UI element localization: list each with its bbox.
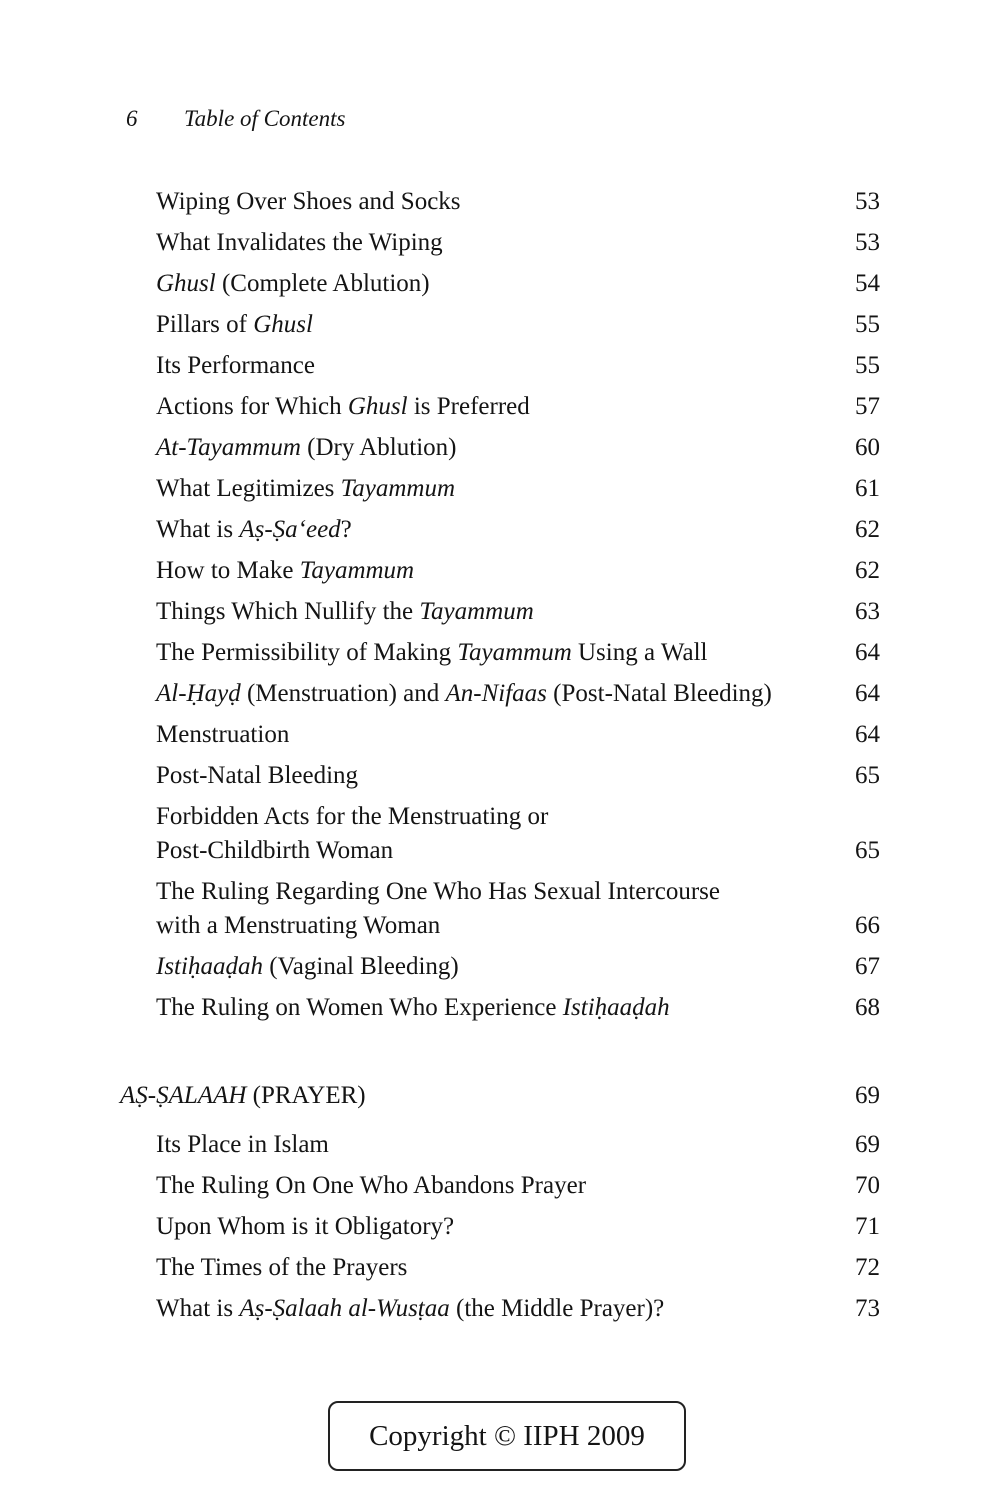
toc-entry-term: Tayammum: [457, 639, 572, 666]
toc-entry-text: (Dry Ablution): [300, 434, 457, 461]
toc-entry-text: (Vaginal Bleeding): [262, 953, 459, 980]
toc-entry-title: [156, 472, 880, 506]
toc-entry-term: Ghusl: [253, 311, 313, 338]
toc-list-prayer: [156, 1128, 880, 1333]
toc-entry-title: [156, 1251, 880, 1285]
toc-entry: [156, 875, 880, 943]
toc-entry-text: (Menstruation) and: [240, 680, 446, 707]
toc-entry-title: [156, 267, 880, 301]
toc-entry-page-number: 71: [855, 1213, 880, 1240]
toc-entry-page-number: 65: [855, 762, 880, 789]
toc-entry-text: The Ruling On One Who Abandons Prayer: [156, 1172, 587, 1199]
toc-entry: [156, 472, 880, 506]
toc-entry: [156, 991, 880, 1025]
toc-entry-term: An-Nifaas: [445, 680, 547, 707]
toc-entry: [156, 1128, 880, 1162]
toc-entry: [156, 950, 880, 984]
toc-entry-term: At-Tayammum: [156, 434, 301, 461]
toc-entry: [156, 1169, 880, 1203]
toc-entry-page-number: 73: [855, 1295, 880, 1322]
toc-entry-text: Post-Natal Bleeding: [156, 762, 359, 789]
toc-entry-title: [156, 718, 880, 752]
toc-entry-text: What Invalidates the Wiping: [156, 229, 443, 256]
toc-entry: [156, 390, 880, 424]
toc-entry-title: [156, 390, 880, 424]
toc-entry-text: Its Place in Islam: [156, 1131, 329, 1158]
toc-entry-text: Actions for Which: [156, 393, 348, 420]
toc-entry-text: Wiping Over Shoes and Socks: [156, 188, 461, 215]
toc-entry-title: [156, 431, 880, 465]
toc-entry: [156, 185, 880, 219]
toc-entry-page-number: 64: [855, 721, 880, 748]
toc-entry-text: The Ruling on Women Who Experience: [156, 994, 563, 1021]
toc-entry-title: [156, 595, 880, 629]
toc-entry-page-number: 53: [855, 188, 880, 215]
toc-entry-text: The Ruling Regarding One Who Has Sexual Intercourse: [156, 878, 720, 905]
toc-entry-text: (Complete Ablution): [215, 270, 430, 297]
toc-entry: [156, 1210, 880, 1244]
toc-entry: [156, 718, 880, 752]
toc-entry: [156, 554, 880, 588]
page-number: 6: [126, 106, 138, 131]
toc-entry: [156, 1251, 880, 1285]
toc-entry-text: Things Which Nullify the: [156, 598, 420, 625]
toc-entry-page-number: 57: [855, 393, 880, 420]
copyright-box: [328, 1401, 686, 1471]
toc-entry-page-number: 68: [855, 994, 880, 1021]
toc-entry-title: [156, 554, 880, 588]
toc-entry: [156, 513, 880, 547]
toc-entry-page-number: 53: [855, 229, 880, 256]
toc-entry-text: Pillars of: [156, 311, 254, 338]
toc-entry-text: Using a Wall: [571, 639, 708, 666]
toc-entry-text: What Legitimizes: [156, 475, 341, 502]
toc-entry-text: Upon Whom is it Obligatory?: [156, 1213, 455, 1240]
toc-entry-title: [156, 875, 880, 943]
toc-entry: [156, 308, 880, 342]
toc-entry: [156, 349, 880, 383]
toc-entry-term: Ghusl: [347, 393, 408, 420]
toc-entry-page-number: 62: [855, 516, 880, 543]
toc-entry-title: [156, 800, 880, 868]
toc-entry-page-number: 60: [855, 434, 880, 461]
toc-entry-title: [156, 349, 880, 383]
toc-entry-title: [156, 950, 880, 984]
toc-entry-text: (the Middle Prayer)?: [449, 1295, 665, 1322]
toc-entry-title: [156, 185, 880, 219]
toc-list-ablution: [156, 185, 880, 1032]
toc-entry: [156, 636, 880, 670]
section-page-number: 69: [855, 1082, 880, 1109]
toc-entry-page-number: 55: [855, 311, 880, 338]
toc-entry-term: Tayammum: [419, 598, 534, 625]
toc-entry-term: Al-Ḥayḍ: [156, 680, 241, 707]
toc-entry-page-number: 55: [855, 352, 880, 379]
toc-entry-text: is Preferred: [407, 393, 530, 420]
toc-entry-title: [156, 1210, 880, 1244]
toc-entry-term: Tayammum: [299, 557, 415, 584]
toc-entry-term: Ghusl: [156, 270, 216, 297]
toc-entry-text: The Times of the Prayers: [156, 1254, 408, 1281]
toc-entry-page-number: 54: [855, 270, 880, 297]
toc-section-heading: [120, 1079, 880, 1113]
section-title: [120, 1082, 366, 1109]
toc-entry-title: [156, 1128, 880, 1162]
toc-entry-text: What is: [156, 516, 240, 543]
toc-entry-term: Istiḥaaḍah: [562, 994, 670, 1021]
toc-entry: [156, 431, 880, 465]
toc-entry-page-number: 63: [855, 598, 880, 625]
toc-entry-page-number: 70: [855, 1172, 880, 1199]
toc-entry: [156, 677, 880, 711]
toc-entry-text: Post-Childbirth Woman: [156, 837, 394, 864]
toc-entry-title: [156, 1292, 880, 1326]
toc-entry-text: Its Performance: [156, 352, 315, 379]
toc-entry: [156, 800, 880, 868]
toc-entry-text: The Permissibility of Making: [156, 639, 458, 666]
toc-entry: [156, 759, 880, 793]
toc-entry-page-number: 69: [855, 1131, 880, 1158]
toc-entry-page-number: 64: [855, 680, 880, 707]
toc-entry-term: Istiḥaaḍah: [156, 953, 263, 980]
toc-entry-title: [156, 677, 880, 711]
toc-entry-title: [156, 991, 880, 1025]
toc-entry-page-number: 64: [855, 639, 880, 666]
toc-entry: [156, 226, 880, 260]
toc-entry-page-number: 72: [855, 1254, 880, 1281]
toc-entry-title: [156, 1169, 880, 1203]
toc-entry-title: [156, 308, 880, 342]
toc-entry: [156, 595, 880, 629]
toc-entry-title: [156, 759, 880, 793]
toc-entry-text: Menstruation: [156, 721, 290, 748]
running-header: [126, 106, 345, 132]
toc-entry: [156, 1292, 880, 1326]
toc-entry-title: [156, 226, 880, 260]
toc-entry-page-number: 62: [855, 557, 880, 584]
toc-entry-text: with a Menstruating Woman: [156, 912, 441, 939]
toc-entry-title: [156, 513, 880, 547]
running-title: Table of Contents: [184, 106, 346, 131]
toc-entry-text: (Post-Natal Bleeding): [546, 680, 772, 707]
toc-entry: [156, 267, 880, 301]
toc-entry-text: How to Make: [156, 557, 300, 584]
toc-entry-text: What is: [156, 1295, 240, 1322]
toc-entry-text: ?: [340, 516, 352, 543]
toc-entry-term: Aṣ-Ṣalaah al-Wusṭaa: [239, 1295, 450, 1322]
toc-entry-page-number: 61: [855, 475, 880, 502]
toc-entry-page-number: 65: [855, 837, 880, 864]
toc-entry-term: Tayammum: [340, 475, 456, 502]
toc-entry-text: Forbidden Acts for the Menstruating or: [156, 803, 549, 830]
section-title-rest: (PRAYER): [246, 1082, 366, 1109]
toc-entry-title: [156, 636, 880, 670]
toc-entry-page-number: 67: [855, 953, 880, 980]
copyright-text: Copyright © IIPH 2009: [369, 1419, 645, 1452]
section-title-italic: AṢ-ṢALAAH: [120, 1082, 247, 1109]
toc-entry-term: Aṣ-Ṣa‘eed: [239, 516, 341, 543]
toc-entry-page-number: 66: [855, 912, 880, 939]
